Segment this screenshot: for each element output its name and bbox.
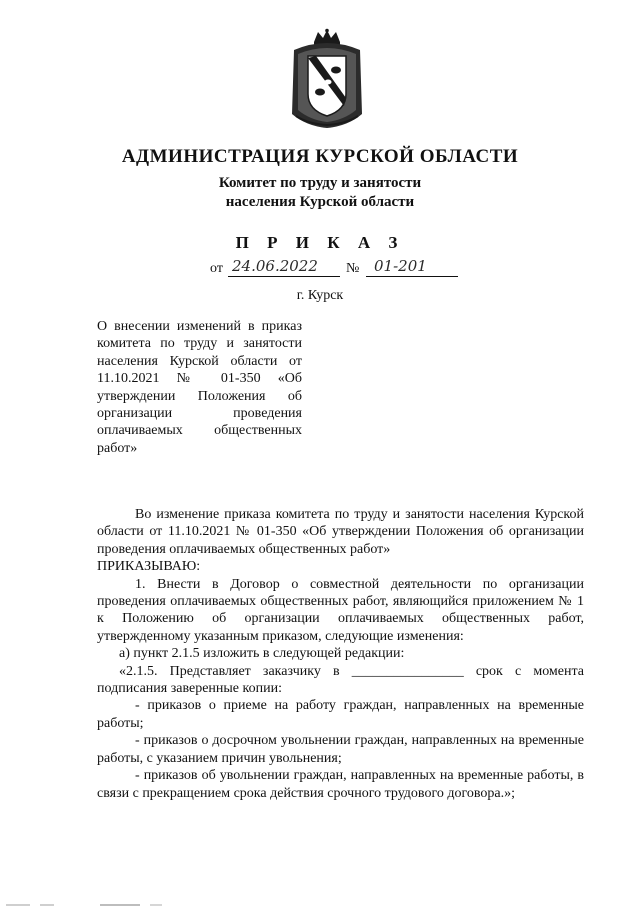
body-paragraph-subitem-a: а) пункт 2.1.5 изложить в следующей редакции: — [119, 646, 405, 662]
order-body — [97, 506, 584, 802]
order-date-number-line — [210, 258, 470, 280]
body-list-item: - приказов об увольнении граждан, направленных на временные работы, в связи с прекращением срока действия срочного трудового договора.»; — [97, 768, 584, 801]
committee-line-2: населения Курской области — [225, 194, 415, 210]
scan-artifact — [0, 896, 640, 905]
kursk-coat-of-arms-icon — [288, 28, 366, 132]
number-underline — [366, 276, 458, 277]
committee-line-1: Комитет по труду и занятости — [218, 175, 422, 191]
body-list-item: - приказов о приеме на работу граждан, направленных на временные работы; — [97, 698, 584, 731]
body-paragraph-preamble: Во изменение приказа комитета по труду и занятости населения Курской области от 11.10.2021 № 01-350 «Об утверждении Положения об организации проведения оплачиваемых общественных работ» — [97, 507, 584, 557]
body-paragraph-item-1: 1. Внести в Договор о совместной деятельности по организации проведения оплачиваемых общественных работ, являющийся приложением № 1 к Положению об организации оплачиваемых общественных работ, утвержденному указанным приказом, следующие изменения: — [97, 576, 584, 644]
number-handwritten: 01-201 — [374, 257, 427, 275]
city: г. Курск — [296, 288, 344, 303]
organization-title: АДМИНИСТРАЦИЯ КУРСКОЙ ОБЛАСТИ — [121, 146, 519, 167]
date-handwritten: 24.06.2022 — [232, 257, 318, 275]
date-prefix: от — [210, 261, 223, 276]
order-subject: О внесении изменений в приказ комитета по труду и занятости населения Курской области от 11.10.2021 № 01-350 «Об утверждении Положения об организации проведения оплачиваемых общественных работ» — [97, 319, 302, 456]
body-paragraph-2-1-5: «2.1.5. Представляет заказчику в ________________ срок с момента подписания заверенные копии: — [97, 663, 584, 697]
committee-name — [0, 174, 640, 212]
number-sign: № — [346, 261, 360, 276]
date-underline — [228, 276, 340, 277]
order-title: П Р И К А З — [235, 233, 405, 252]
body-list-item: - приказов о досрочном увольнении граждан, направленных на временные работы, с указанием причин увольнения; — [97, 733, 584, 766]
body-paragraph-order: ПРИКАЗЫВАЮ: — [97, 559, 201, 575]
